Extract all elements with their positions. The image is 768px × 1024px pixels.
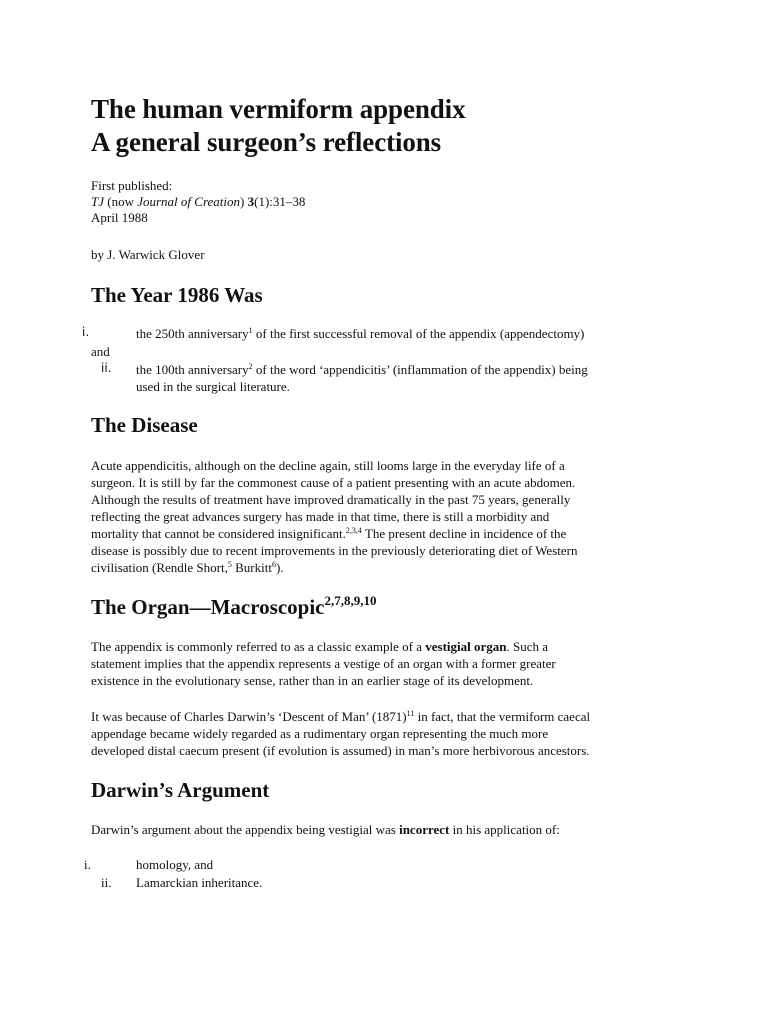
list-marker-i: i. xyxy=(84,857,91,872)
volume-number: 3 xyxy=(247,194,255,209)
organ-paragraph-1: The appendix is commonly referred to as a classic example of a vestigial organ. Such a statement implies that the appendix represents a vestige of an organ with a former greater existence in the evolutionary sense, rather than in an earlier stage of its development. xyxy=(91,639,556,688)
document-title xyxy=(91,93,465,159)
publication-date: April 1988 xyxy=(91,210,148,225)
organ-paragraph-2: It was because of Charles Darwin’s ‘Descent of Man’ $(1871)^{11}$ in fact, that the vermiform caecal appendage became widely regarded as a rudimentary organ representing the much more developed distal caecum present (if evolution is assumed) in man’s more herbivorous ancestors. xyxy=(91,709,591,758)
disease-paragraph: Acute appendicitis, although on the decline again, still looms large in the everyday life of a surgeon. It is still by far the commonest cause of a patient presenting with an acute abdomen. Although the results of treatment have improved dramatically in the past 75 years, generally reflecting the great advances surgery has made in that time, there is still a morbidity and mortality that cannot be considered insignificant.$^{2,3,4}$ The present decline in incidence of the disease is possibly due to recent improvements in the previously deteriorating diet of Western civilisation (Rendle Short,$^5$ Burkitt$^6$). xyxy=(91,458,578,575)
ref-sup: 11 xyxy=(406,709,415,718)
ref-sup: 1 xyxy=(248,326,253,335)
journal-abbr: TJ xyxy=(91,194,104,209)
heading-year-1986: The Year 1986 Was xyxy=(91,283,263,307)
ref-sup: 2,3,4 xyxy=(345,526,362,535)
bold-term: incorrect xyxy=(399,822,450,837)
list-marker-ii: ii. xyxy=(101,875,112,890)
heading-the-disease: The Disease xyxy=(91,413,198,437)
list-marker-i: i. xyxy=(82,325,90,339)
list-marker-ii: ii. xyxy=(101,361,112,375)
list-item-2: the 100th anniversary$^2$ of the word ‘appendicitis’ (inflammation of the appendix) being used in the surgical literature. xyxy=(136,362,588,394)
ref-sup: 2 xyxy=(248,362,253,371)
heading-the-organ: The Organ—Macroscopic$^{2,7,8,9,10}$ xyxy=(91,593,377,619)
list-item-1-continuation: and xyxy=(91,344,110,359)
first-published-label: First published: xyxy=(91,178,173,193)
bold-term: vestigial organ xyxy=(425,639,507,654)
list-item-homology: homology, and xyxy=(136,857,214,872)
publication-info xyxy=(91,178,305,226)
citation-line: TJ (now Journal of Creation) 3(1):31–38 xyxy=(91,194,306,209)
ref-sup: 6 xyxy=(271,560,276,569)
heading-darwins-argument: Darwin’s Argument xyxy=(91,778,270,802)
darwin-intro: Darwin’s argument about the appendix being vestigial was incorrect in his application of: xyxy=(91,822,560,837)
title-line-2: A general surgeon’s reflections xyxy=(91,127,442,157)
ref-sup: 5 xyxy=(227,560,232,569)
issue-pages: (1):31–38 xyxy=(254,194,306,209)
author-byline: by J. Warwick Glover xyxy=(91,247,205,262)
title-line-1: The human vermiform appendix xyxy=(91,94,466,124)
list-item-lamarckian: Lamarckian inheritance. xyxy=(136,875,263,890)
list-item-1: the 250th anniversary$^1$ of the first successful removal of the appendix (appendectomy) xyxy=(136,326,585,341)
heading-refs: 2,7,8,9,10 xyxy=(324,593,377,608)
journal-name: Journal of Creation xyxy=(137,194,241,209)
